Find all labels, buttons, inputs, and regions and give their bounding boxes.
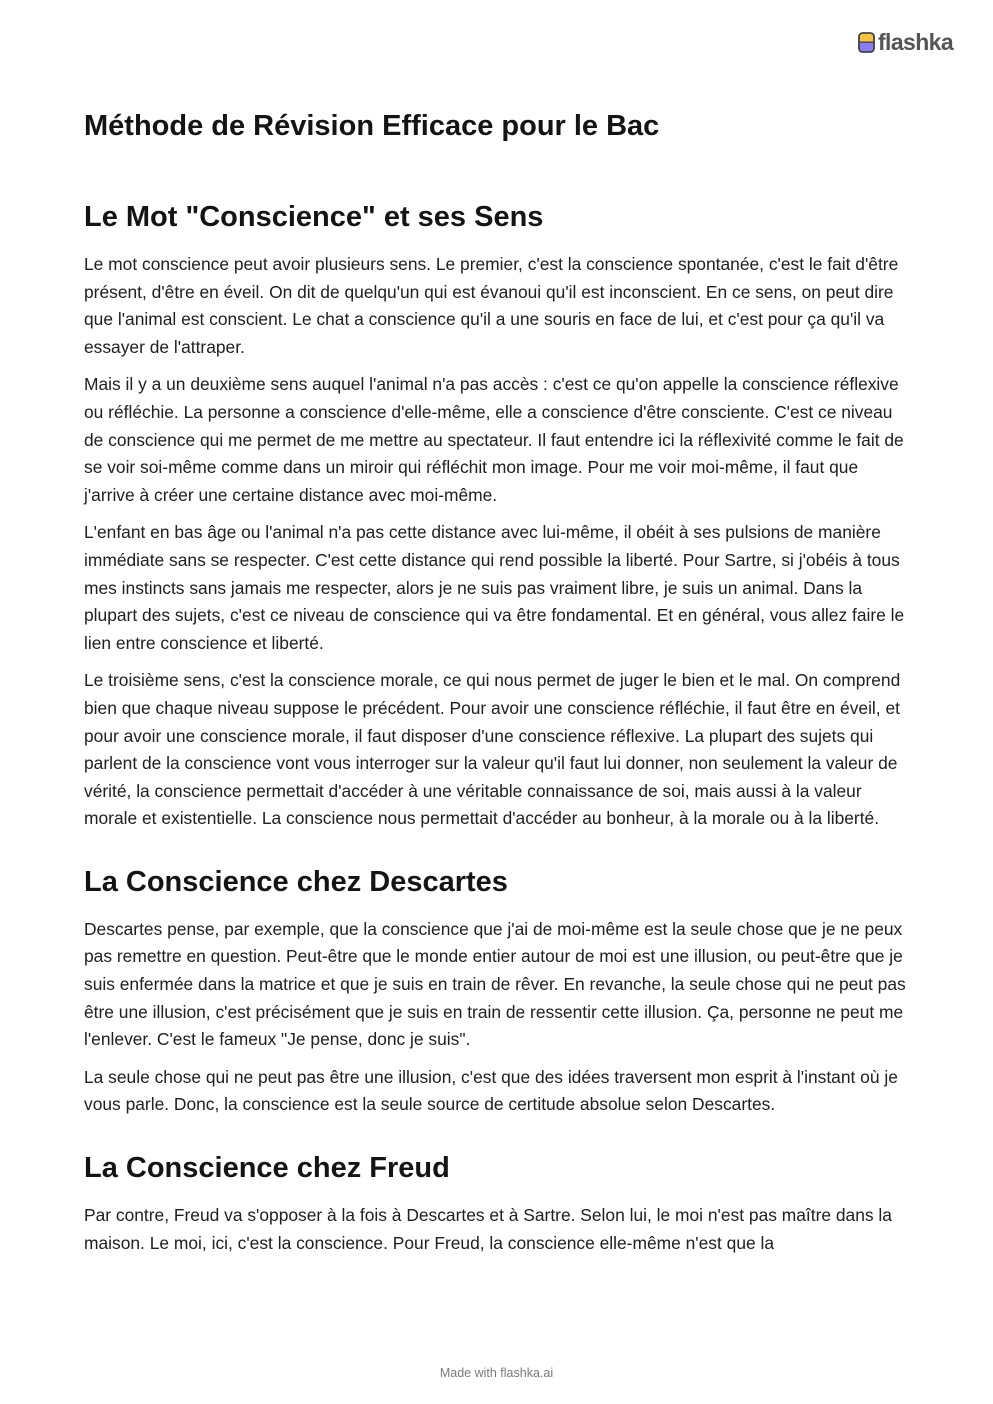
paragraph: Par contre, Freud va s'opposer à la fois à Descartes et à Sartre. Selon lui, le moi n'est pas maître dans la maison. Le moi, ici, c'est la conscience. Pour Freud, la conscience elle-même n'est que la — [84, 1205, 892, 1253]
section-conscience-sens — [84, 195, 912, 833]
section-descartes — [84, 860, 912, 1119]
document-title: Méthode de Révision Efficace pour le Bac — [84, 110, 660, 142]
section-heading: La Conscience chez Descartes — [84, 865, 508, 898]
section-freud — [84, 1146, 912, 1257]
paragraph: Descartes pense, par exemple, que la conscience que j'ai de moi-même est la seule chose que je ne peux pas remettre en question. Peut-être que le monde entier autour de moi est une illusion, ou peut-être que je suis enfermée dans la matrice et que je suis en train de rêver. En revanche, la seule chose qui ne peut pas être une illusion, c'est précisément que je suis en train de ressentir cette illusion. Ça, personne ne peut me l'enlever. C'est le fameux "Je pense, donc je suis". — [84, 918, 906, 1050]
paragraph: Mais il y a un deuxième sens auquel l'animal n'a pas accès : c'est ce qu'on appelle la conscience réflexive ou réfléchie. La personne a conscience d'elle-même, elle a conscience d'être consciente. C'est ce niveau de conscience qui me permet de me mettre au spectateur. Il faut entendre ici la réflexivité comme le fait de se voir soi-même comme dans un miroir qui réfléchit mon image. Pour me voir moi-même, il faut que j'arrive à créer une certaine distance avec moi-même. — [84, 374, 904, 505]
document-body — [84, 104, 912, 1267]
flashka-logo-icon — [858, 32, 875, 53]
paragraph: La seule chose qui ne peut pas être une illusion, c'est que des idées traversent mon esprit à l'instant où je vous parle. Donc, la conscience est la seule source de certitude absolue selon Descartes. — [84, 1066, 898, 1115]
footer-credit: Made with flashka.ai — [439, 1366, 554, 1380]
brand-name: flashka — [878, 29, 954, 55]
brand-logo — [858, 31, 953, 54]
paragraph: L'enfant en bas âge ou l'animal n'a pas cette distance avec lui-même, il obéit à ses pulsions de manière immédiate sans se respecter. C'est cette distance qui rend possible la liberté. Pour Sartre, si j'obéis à tous mes instincts sans jamais me respecter, alors je ne suis pas vraiment libre, je suis un animal. Dans la plupart des sujets, c'est ce niveau de conscience qui va être fondamental. Et en général, vous allez faire le lien entre conscience et liberté. — [84, 522, 905, 653]
paragraph: Le troisième sens, c'est la conscience morale, ce qui nous permet de juger le bien et le mal. On comprend bien que chaque niveau suppose le précédent. Pour avoir une conscience réfléchie, il faut être en éveil, et pour avoir une conscience morale, il faut disposer d'une conscience réflexive. La plupart des sujets qui parlent de la conscience vont vous interroger sur la valeur qu'il faut lui donner, non seulement la valeur de vérité, la conscience permettait d'accéder à une véritable connaissance de soi, mais aussi à la valeur morale et existentielle. La conscience nous permettait d'accéder au bonheur, à la morale ou à la liberté. — [84, 670, 901, 829]
section-heading: Le Mot "Conscience" et ses Sens — [84, 201, 544, 233]
section-heading: La Conscience chez Freud — [84, 1152, 450, 1185]
paragraph: Le mot conscience peut avoir plusieurs sens. Le premier, c'est la conscience spontanée, c'est le fait d'être présent, d'être en éveil. On dit de quelqu'un qui est évanoui qu'il est inconscient. En ce sens, on peut dire que l'animal est conscient. Le chat a conscience qu'il a une souris en face de lui, et c'est pour ça qu'il va essayer de l'attraper. — [84, 254, 899, 357]
